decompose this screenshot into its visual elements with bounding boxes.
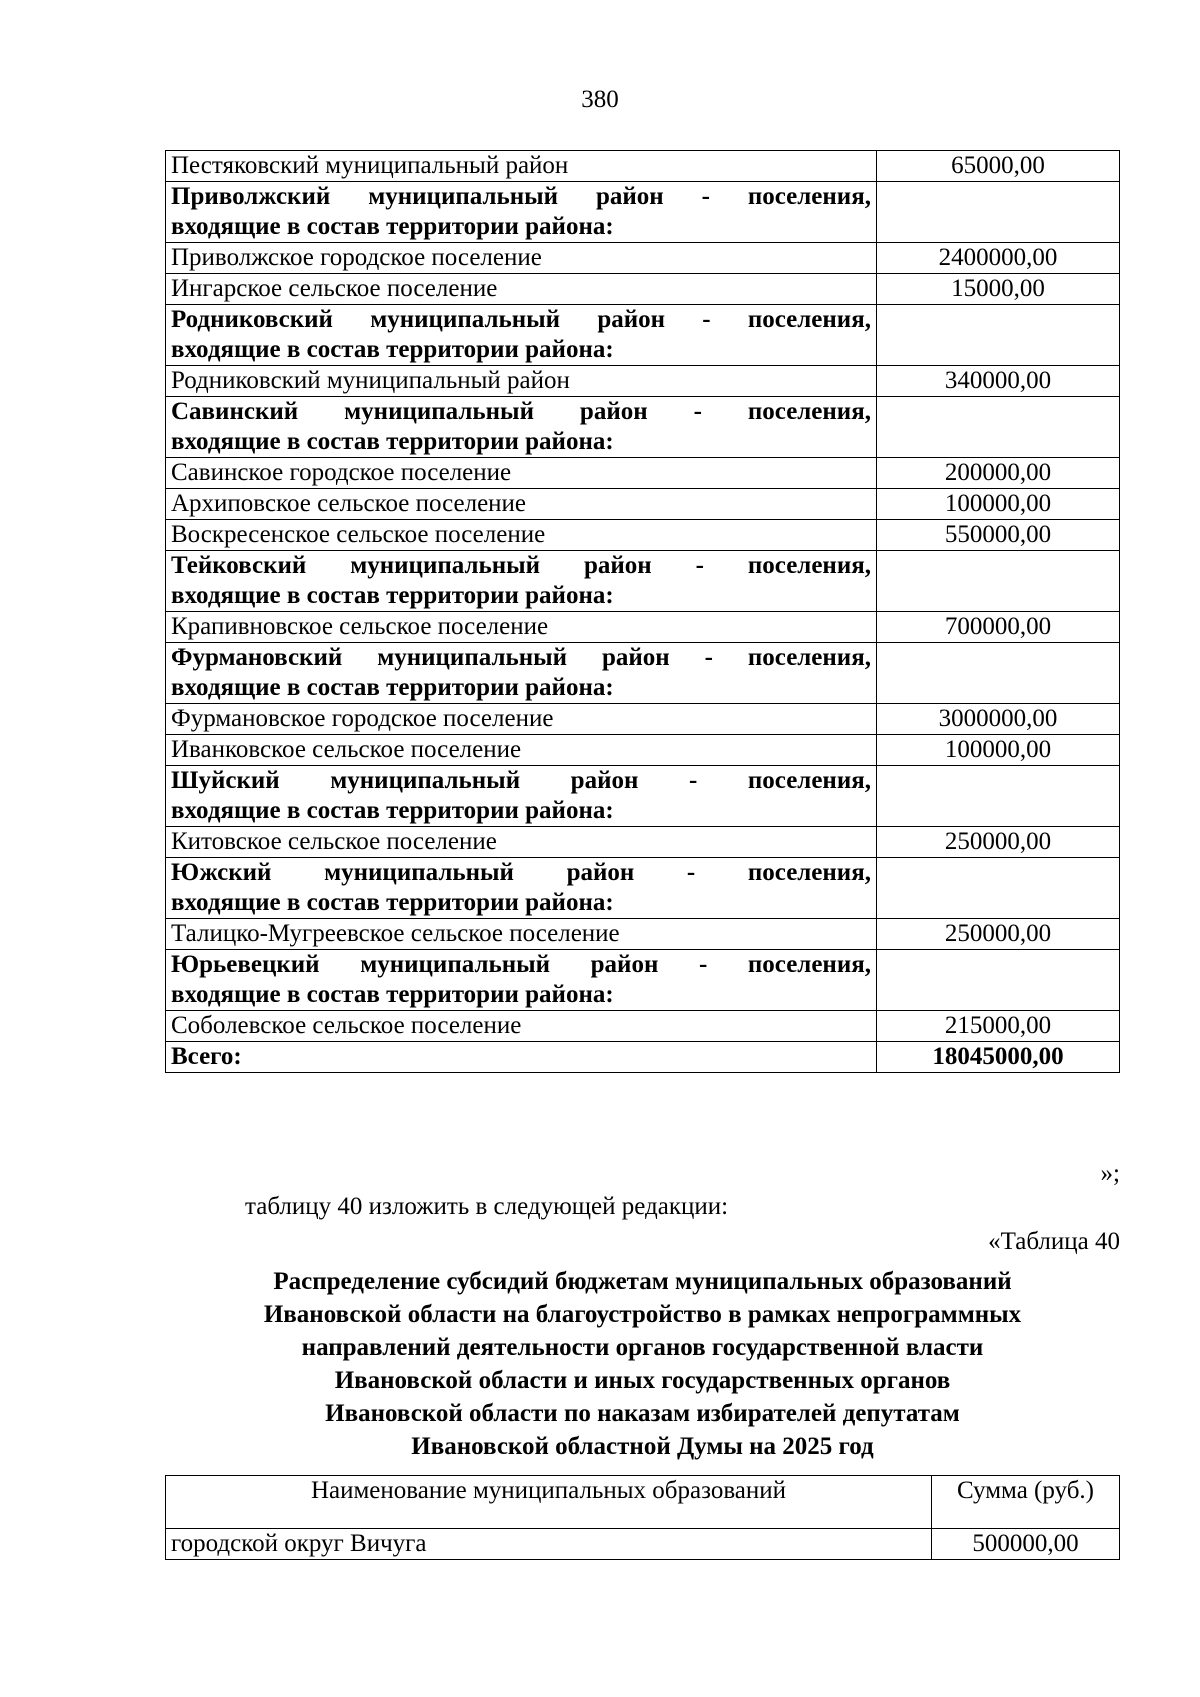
district-group-row: [166, 766, 1120, 827]
total-row: [166, 1042, 1120, 1073]
row-name: Талицко-Мугреевское сельское поселение: [166, 919, 877, 950]
row-name: Соболевское сельское поселение: [166, 1011, 877, 1042]
table-row: [166, 274, 1120, 305]
row-name: Архиповское сельское поселение: [166, 489, 877, 520]
row-name: Пестяковский муниципальный район: [166, 151, 877, 182]
district-group-name: [166, 766, 877, 827]
table-row: [166, 704, 1120, 735]
row-amount: 2400000,00: [877, 243, 1120, 274]
title-line: направлений деятельности органов государственной власти: [301, 1334, 984, 1361]
table-row: [166, 458, 1120, 489]
row-name: Приволжское городское поселение: [166, 243, 877, 274]
empty-amount: [877, 182, 1120, 243]
page-number: 380: [581, 86, 619, 113]
group-line: Родниковский муниципальный район - поселения,: [171, 306, 871, 333]
district-group-row: [166, 551, 1120, 612]
group-line: Южский муниципальный район - поселения,: [171, 859, 871, 886]
group-line: входящие в состав территории района:: [171, 213, 614, 240]
row-name: Родниковский муниципальный район: [166, 366, 877, 397]
district-group-row: [166, 858, 1120, 919]
total-amount: 18045000,00: [877, 1042, 1120, 1073]
table-title: [165, 1265, 1120, 1463]
empty-amount: [877, 950, 1120, 1011]
group-line: входящие в состав территории района:: [171, 582, 614, 609]
district-group-row: [166, 643, 1120, 704]
header-name: Наименование муниципальных образований: [166, 1476, 932, 1529]
group-line: входящие в состав территории района:: [171, 797, 614, 824]
empty-amount: [877, 858, 1120, 919]
row-amount: 15000,00: [877, 274, 1120, 305]
title-line: Распределение субсидий бюджетам муниципальных образований: [273, 1268, 1012, 1295]
table-row: [166, 612, 1120, 643]
district-group-name: [166, 182, 877, 243]
table-row: [166, 919, 1120, 950]
empty-amount: [877, 643, 1120, 704]
table-row: [166, 1011, 1120, 1042]
title-line: Ивановской области и иных государственных органов: [334, 1367, 951, 1394]
title-line: Ивановской области по наказам избирателей депутатам: [325, 1400, 960, 1427]
district-group-row: [166, 305, 1120, 366]
row-amount: 200000,00: [877, 458, 1120, 489]
group-line: Приволжский муниципальный район - поселения,: [171, 183, 871, 210]
row-name: Иванковское сельское поселение: [166, 735, 877, 766]
group-line: входящие в состав территории района:: [171, 336, 614, 363]
table-row: [166, 489, 1120, 520]
group-line: Фурмановский муниципальный район - поселения,: [171, 644, 871, 671]
title-line: Ивановской областной Думы на 2025 год: [411, 1433, 874, 1460]
district-group-name: [166, 643, 877, 704]
group-line: входящие в состав территории района:: [171, 889, 614, 916]
row-amount: 65000,00: [877, 151, 1120, 182]
group-line: входящие в состав территории района:: [171, 674, 614, 701]
table-label: «Таблица 40: [988, 1228, 1120, 1255]
row-amount: 100000,00: [877, 735, 1120, 766]
row-amount: 100000,00: [877, 489, 1120, 520]
table-row: [166, 735, 1120, 766]
subsidy-table-40: [165, 1475, 1120, 1560]
row-name: Ингарское сельское поселение: [166, 274, 877, 305]
district-group-name: [166, 397, 877, 458]
group-line: Савинский муниципальный район - поселения,: [171, 398, 871, 425]
row-amount: 550000,00: [877, 520, 1120, 551]
district-group-row: [166, 182, 1120, 243]
table-row: [166, 151, 1120, 182]
group-line: Юрьевецкий муниципальный район - поселения,: [171, 951, 871, 978]
empty-amount: [877, 551, 1120, 612]
district-group-name: [166, 950, 877, 1011]
district-group-row: [166, 950, 1120, 1011]
district-group-row: [166, 397, 1120, 458]
table-row: [166, 827, 1120, 858]
row-name: Крапивновское сельское поселение: [166, 612, 877, 643]
row-name: Воскресенское сельское поселение: [166, 520, 877, 551]
table-row: [166, 366, 1120, 397]
district-group-name: [166, 305, 877, 366]
closing-quote: »;: [1100, 1160, 1120, 1187]
group-line: Шуйский муниципальный район - поселения,: [171, 767, 871, 794]
title-line: Ивановской области на благоустройство в рамках непрограммных: [263, 1301, 1022, 1328]
group-line: входящие в состав территории района:: [171, 428, 614, 455]
header-amount: Сумма (руб.): [932, 1476, 1120, 1529]
table-header-row: [166, 1476, 1120, 1529]
row-amount: 250000,00: [877, 919, 1120, 950]
group-line: входящие в состав территории района:: [171, 981, 614, 1008]
subsidy-table-continued: [165, 150, 1120, 1073]
district-group-name: [166, 551, 877, 612]
row-name: городской округ Вичуга: [166, 1529, 932, 1560]
row-amount: 500000,00: [932, 1529, 1120, 1560]
empty-amount: [877, 397, 1120, 458]
row-amount: 700000,00: [877, 612, 1120, 643]
instruction-text: таблицу 40 изложить в следующей редакции:: [245, 1193, 729, 1220]
row-amount: 250000,00: [877, 827, 1120, 858]
district-group-name: [166, 858, 877, 919]
group-line: Тейковский муниципальный район - поселения,: [171, 552, 871, 579]
row-name: Китовское сельское поселение: [166, 827, 877, 858]
row-name: Савинское городское поселение: [166, 458, 877, 489]
empty-amount: [877, 305, 1120, 366]
table-row: [166, 1529, 1120, 1560]
row-amount: 340000,00: [877, 366, 1120, 397]
row-name: Фурмановское городское поселение: [166, 704, 877, 735]
row-amount: 215000,00: [877, 1011, 1120, 1042]
table-row: [166, 520, 1120, 551]
row-amount: 3000000,00: [877, 704, 1120, 735]
empty-amount: [877, 766, 1120, 827]
table-row: [166, 243, 1120, 274]
total-label: Всего:: [166, 1042, 877, 1073]
